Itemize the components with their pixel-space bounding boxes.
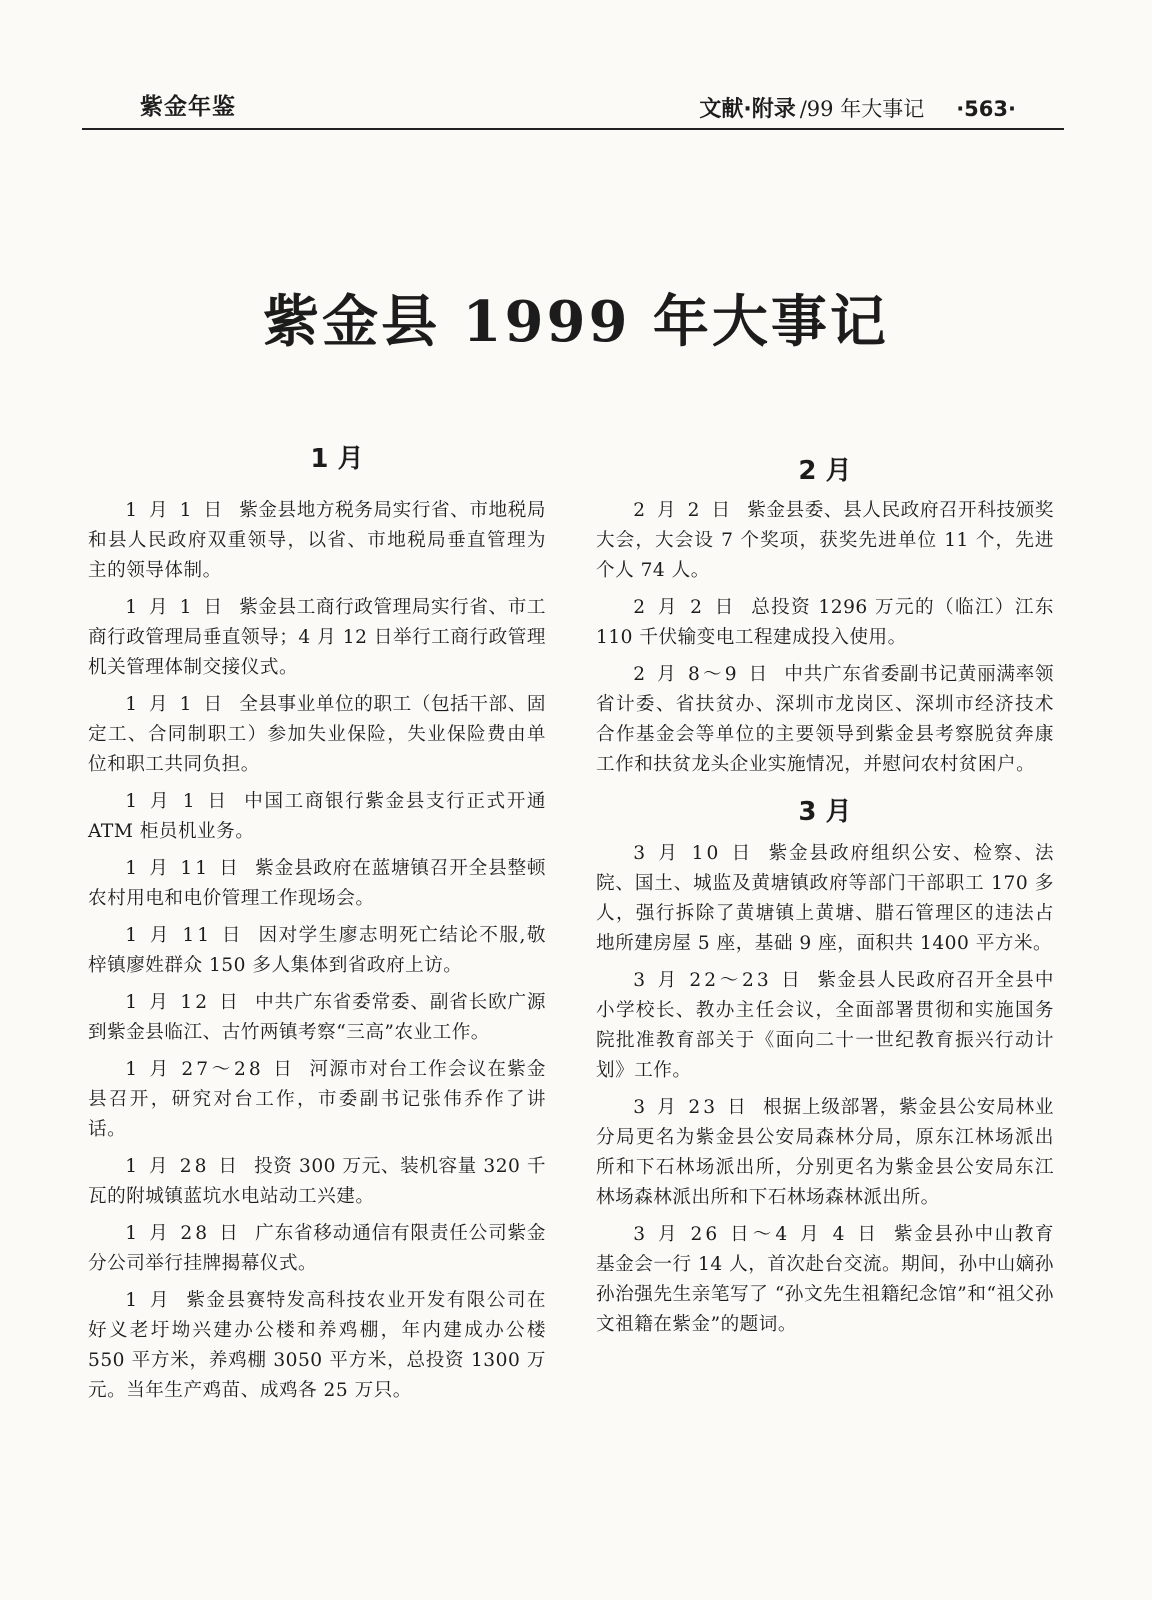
event-text: 中国工商银行紫金县支行正式开通 ATM 柜员机业务。: [88, 791, 546, 842]
event-date: 1 月 28 日: [125, 1223, 242, 1244]
jan-entries: [88, 496, 546, 1406]
right-column: [596, 440, 1054, 1347]
event-date: 2 月 8～9 日: [633, 664, 771, 685]
subsection-name: /99 年大事记: [799, 97, 925, 121]
month-heading-feb: 2 月: [798, 456, 852, 486]
event-entry: [88, 854, 546, 914]
feb-entries: [596, 496, 1054, 780]
event-text: 紫金县人民政府召开全县中小学校长、教办主任会议，全面部署贯彻和实施国务院批准教育部关于《面向二十一世纪教育振兴行动计划》工作。: [596, 970, 1054, 1081]
event-text: 因对学生廖志明死亡结论不服,敬梓镇廖姓群众 150 多人集体到省政府上访。: [88, 925, 546, 976]
month-heading-jan: 1 月: [310, 444, 364, 474]
page-title: 紫金县 1999 年大事记: [263, 289, 889, 355]
event-entry: [596, 1220, 1054, 1340]
event-entry: [88, 921, 546, 981]
event-entry: [88, 988, 546, 1048]
event-entry: [88, 593, 546, 683]
mar-entries: [596, 839, 1054, 1340]
section-name: 文献·附录: [699, 97, 796, 122]
event-text: 紫金县委、县人民政府召开科技颁奖大会，大会设 7 个奖项，获奖先进单位 11 个，先进个人 74 人。: [596, 500, 1054, 581]
event-date: 3 月 10 日: [633, 843, 755, 864]
event-date: 1 月: [125, 1290, 173, 1311]
event-entry: [596, 966, 1054, 1086]
event-entry: [88, 1286, 546, 1406]
event-date: 3 月 22～23 日: [633, 970, 804, 991]
event-date: 1 月 1 日: [125, 791, 231, 812]
event-text: 紫金县孙中山教育基金会一行 14 人，首次赴台交流。期间，孙中山嫡孙孙治强先生亲笔写了 “孙文先生祖籍纪念馆”和“祖父孙文祖籍在紫金”的题词。: [596, 1224, 1054, 1335]
event-text: 紫金县地方税务局实行省、市地税局和县人民政府双重领导，以省、市地税局垂直管理为主的领导体制。: [88, 500, 546, 581]
event-text: 紫金县政府组织公安、检察、法院、国土、城监及黄塘镇政府等部门干部职工 170 多人，强行拆除了黄塘镇上黄塘、腊石管理区的违法占地所建房屋 5 座，基础 9 座，面积共 1400 平方米。: [596, 843, 1054, 954]
event-date: 1 月 1 日: [125, 694, 226, 715]
book-title: 紫金年鉴: [140, 94, 236, 120]
event-date: 2 月 2 日: [633, 500, 734, 521]
event-date: 1 月 11 日: [125, 858, 242, 879]
event-text: 投资 300 万元、装机容量 320 千瓦的附城镇蓝坑水电站动工兴建。: [88, 1156, 546, 1207]
event-text: 中共广东省委常委、副省长欧广源到紫金县临江、古竹两镇考察“三高”农业工作。: [88, 992, 546, 1043]
running-header: [82, 84, 1064, 130]
event-date: 3 月 26 日～4 月 4 日: [633, 1224, 881, 1245]
event-text: 紫金县政府在蓝塘镇召开全县整顿农村用电和电价管理工作现场会。: [88, 858, 546, 909]
event-date: 1 月 12 日: [125, 992, 242, 1013]
event-entry: [88, 496, 546, 586]
event-entry: [88, 787, 546, 847]
event-text: 河源市对台工作会议在紫金县召开，研究对台工作，市委副书记张伟乔作了讲话。: [88, 1059, 546, 1140]
header-section-info: [699, 92, 1016, 123]
event-text: 广东省移动通信有限责任公司紫金分公司举行挂牌揭幕仪式。: [88, 1223, 546, 1274]
event-text: 中共广东省委副书记黄丽满率领省计委、省扶贫办、深圳市龙岗区、深圳市经济技术合作基金会等单位的主要领导到紫金县考察脱贫奔康工作和扶贫龙头企业实施情况，并慰问农村贫困户。: [596, 664, 1054, 775]
event-date: 1 月 1 日: [125, 597, 226, 618]
event-text: 总投资 1296 万元的（临江）江东 110 千伏输变电工程建成投入使用。: [596, 597, 1054, 648]
event-date: 2 月 2 日: [633, 597, 738, 618]
event-entry: [88, 690, 546, 780]
event-text: 紫金县赛特发高科技农业开发有限公司在好义老圩坳兴建办公楼和养鸡棚，年内建成办公楼 550 平方米，养鸡棚 3050 平方米，总投资 1300 万元。当年生产鸡苗、成鸡各 25 万只。: [88, 1290, 546, 1401]
event-entry: [596, 593, 1054, 653]
event-entry: [88, 1152, 546, 1212]
event-date: 1 月 1 日: [125, 500, 226, 521]
month-heading-mar: 3 月: [798, 797, 852, 827]
event-entry: [596, 1093, 1054, 1213]
event-entry: [596, 660, 1054, 780]
event-text: 根据上级部署，紫金县公安局林业分局更名为紫金县公安局森林分局，原东江林场派出所和下石林场派出所，分别更名为紫金县公安局东江林场森林派出所和下石林场森林派出所。: [596, 1097, 1054, 1208]
event-date: 3 月 23 日: [633, 1097, 750, 1118]
event-text: 全县事业单位的职工（包括干部、固定工、合同制职工）参加失业保险，失业保险费由单位和职工共同负担。: [88, 694, 546, 775]
page-number: ·563·: [956, 97, 1016, 121]
event-date: 1 月 27～28 日: [125, 1059, 296, 1080]
event-text: 紫金县工商行政管理局实行省、市工商行政管理局垂直领导；4 月 12 日举行工商行政管理机关管理体制交接仪式。: [88, 597, 546, 678]
event-entry: [596, 839, 1054, 959]
event-entry: [88, 1055, 546, 1145]
event-date: 1 月 11 日: [125, 925, 245, 946]
event-entry: [596, 496, 1054, 586]
left-column: [88, 440, 546, 1413]
event-entry: [88, 1219, 546, 1279]
event-date: 1 月 28 日: [125, 1156, 241, 1177]
